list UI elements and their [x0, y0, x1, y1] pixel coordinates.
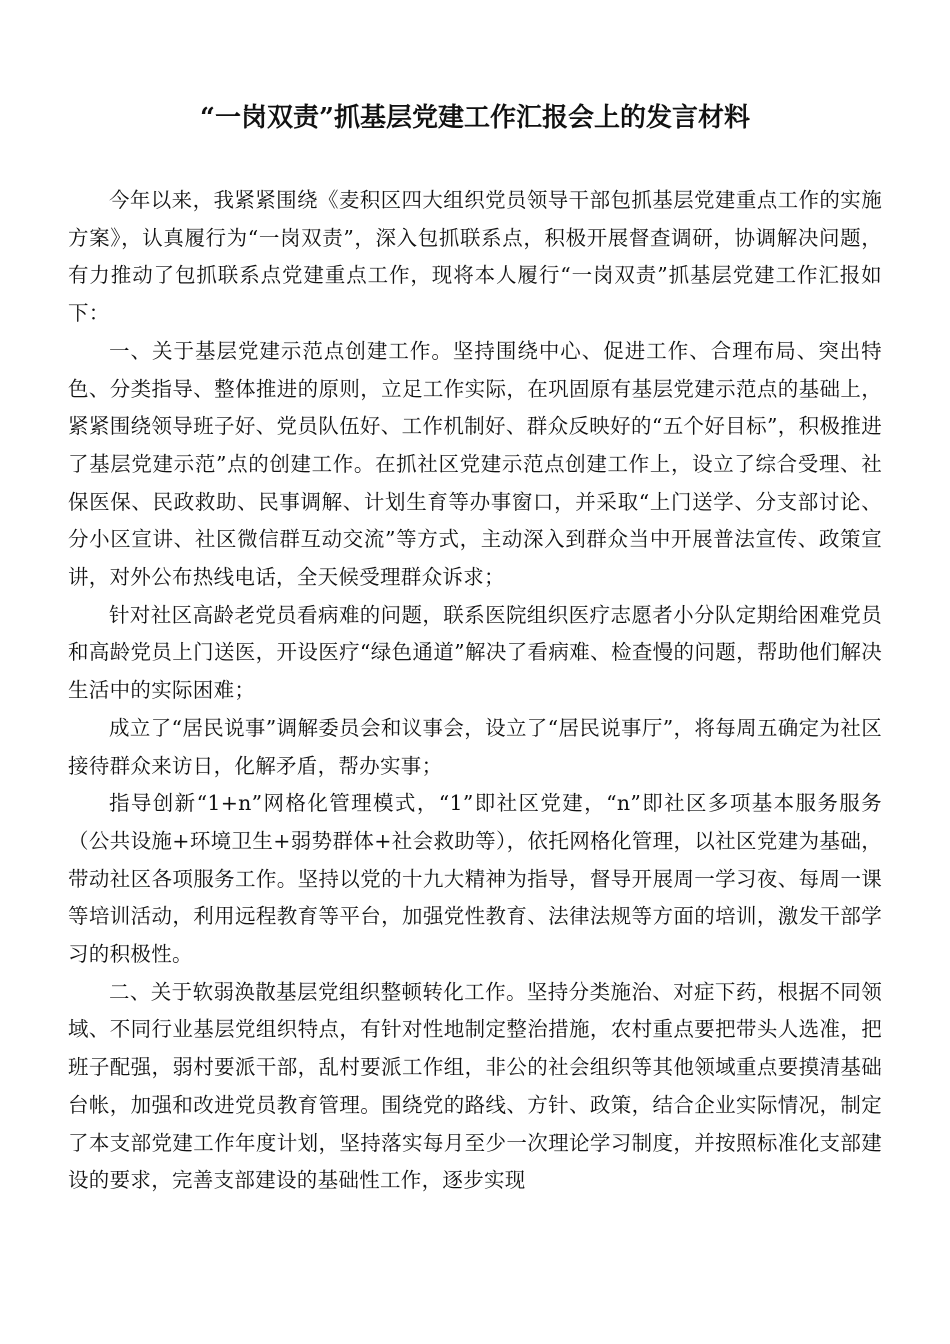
document-body — [68, 182, 882, 1200]
paragraph-elderly-medical: 针对社区高龄老党员看病难的问题，联系医院组织医疗志愿者小分队定期给困难党员和高龄党员上门送医，开设医疗“绿色通道”解决了看病难、检查慢的问题，帮助他们解决生活中的实际困难； — [68, 602, 882, 703]
document-page — [68, 0, 882, 1344]
paragraph-grid-management: 指导创新“1+n”网格化管理模式，“1”即社区党建，“n”即社区多项基本服务服务（公共设施+环境卫生+弱势群体+社会救助等），依托网格化管理，以社区党建为基础，带动社区各项服务工作。坚持以党的十九大精神为指导，督导开展周一学习夜、每周一课等培训活动，利用远程教育等平台，加强党性教育、法律法规等方面的培训，激发干部学习的积极性。 — [68, 791, 882, 967]
paragraph-intro: 今年以来，我紧紧围绕《麦积区四大组织党员领导干部包抓基层党建重点工作的实施方案》，认真履行为“一岗双责”，深入包抓联系点，积极开展督查调研，协调解决问题，有力推动了包抓联系点党建重点工作，现将本人履行“一岗双责”抓基层党建工作汇报如下： — [68, 188, 882, 326]
paragraph-section-two: 二、关于软弱涣散基层党组织整顿转化工作。坚持分类施治、对症下药，根据不同领域、不同行业基层党组织特点，有针对性地制定整治措施，农村重点要把带头人选准，把班子配强，弱村要派干部，乱村要派工作组，非公的社会组织等其他领域重点要摸清基础台帐，加强和改进党员教育管理。围绕党的路线、方针、政策，结合企业实际情况，制定了本支部党建工作年度计划，坚持落实每月至少一次理论学习制度，并按照标准化支部建设的要求，完善支部建设的基础性工作，逐步实现 — [68, 979, 882, 1193]
document-title: “一岗双责”抓基层党建工作汇报会上的发言材料 — [200, 103, 750, 133]
paragraph-section-one: 一、关于基层党建示范点创建工作。坚持围绕中心、促进工作、合理布局、突出特色、分类指导、整体推进的原则，立足工作实际，在巩固原有基层党建示范点的基础上，紧紧围绕领导班子好、党员队伍好、工作机制好、群众反映好的“五个好目标”，积极推进了基层党建示范”点的创建工作。在抓社区党建示范点创建工作上，设立了综合受理、社保医保、民政救助、民事调解、计划生育等办事窗口，并采取“上门送学、分支部讨论、分小区宣讲、社区微信群互动交流”等方式，主动深入到群众当中开展普法宣传、政策宣讲，对外公布热线电话，全天候受理群众诉求； — [68, 338, 882, 590]
paragraph-residents-council: 成立了“居民说事”调解委员会和议事会，设立了“居民说事厅”，将每周五确定为社区接待群众来访日，化解矛盾，帮办实事； — [68, 715, 882, 778]
